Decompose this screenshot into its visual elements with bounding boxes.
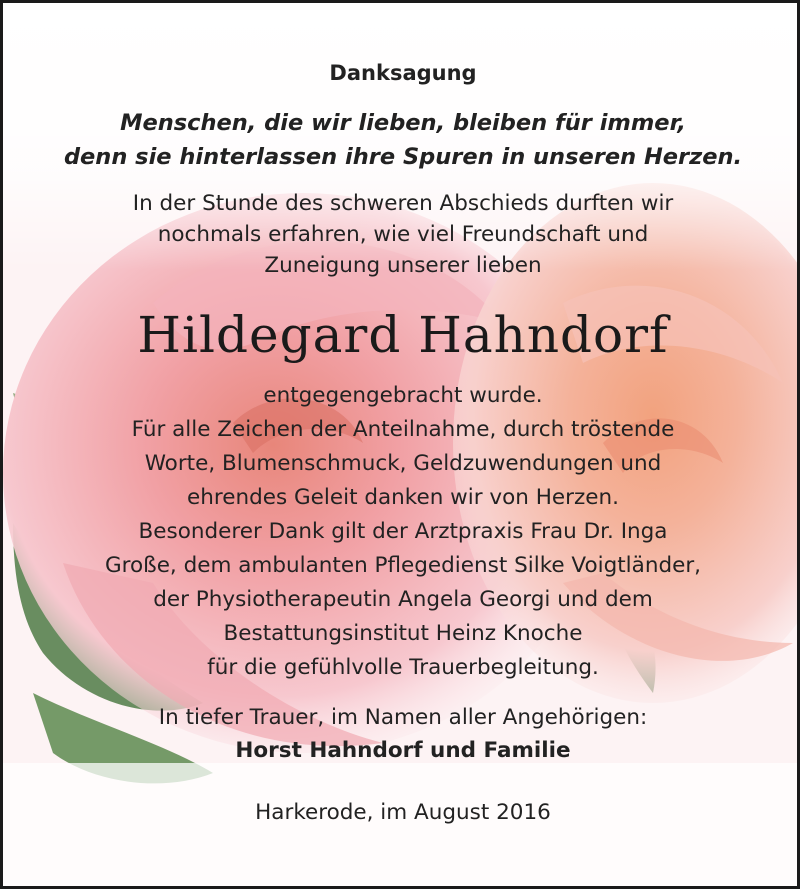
body-line: Bestattungsinstitut Heinz Knoche xyxy=(223,621,583,646)
closing-line: In tiefer Trauer, im Namen aller Angehörigen: xyxy=(158,705,648,730)
heading-danksagung: Danksagung xyxy=(329,61,477,85)
signature: Horst Hahndorf und Familie xyxy=(235,738,571,763)
body-line: Besonderer Dank gilt der Arztpraxis Frau Dr. Inga xyxy=(138,519,668,544)
body-line: ehrendes Geleit danken wir von Herzen. xyxy=(187,485,619,510)
quote-line: denn sie hinterlassen ihre Spuren in unseren Herzen. xyxy=(63,144,743,170)
body-line: Für alle Zeichen der Anteilnahme, durch tröstende xyxy=(131,417,675,442)
deceased-name: Hildegard Hahndorf xyxy=(137,306,669,364)
body-line: für die gefühlvolle Trauerbegleitung. xyxy=(207,655,599,680)
thanks-text xyxy=(3,379,800,685)
body-line: entgegengebracht wurde. xyxy=(263,383,543,408)
quote-line: Menschen, die wir lieben, bleiben für immer, xyxy=(120,110,686,136)
intro-text xyxy=(3,188,800,281)
body-line: Worte, Blumenschmuck, Geldzuwendungen und xyxy=(144,451,662,476)
intro-line: nochmals erfahren, wie viel Freundschaft und xyxy=(157,222,649,247)
intro-line: In der Stunde des schweren Abschieds durften wir xyxy=(132,191,674,216)
intro-line: Zuneigung unserer lieben xyxy=(264,253,542,278)
memorial-quote xyxy=(3,106,800,174)
body-line: Große, dem ambulanten Pflegedienst Silke Voigtländer, xyxy=(104,553,702,578)
body-line: der Physiotherapeutin Angela Georgi und dem xyxy=(153,587,653,612)
place-date: Harkerode, im August 2016 xyxy=(255,800,551,825)
closing-block xyxy=(3,701,800,767)
